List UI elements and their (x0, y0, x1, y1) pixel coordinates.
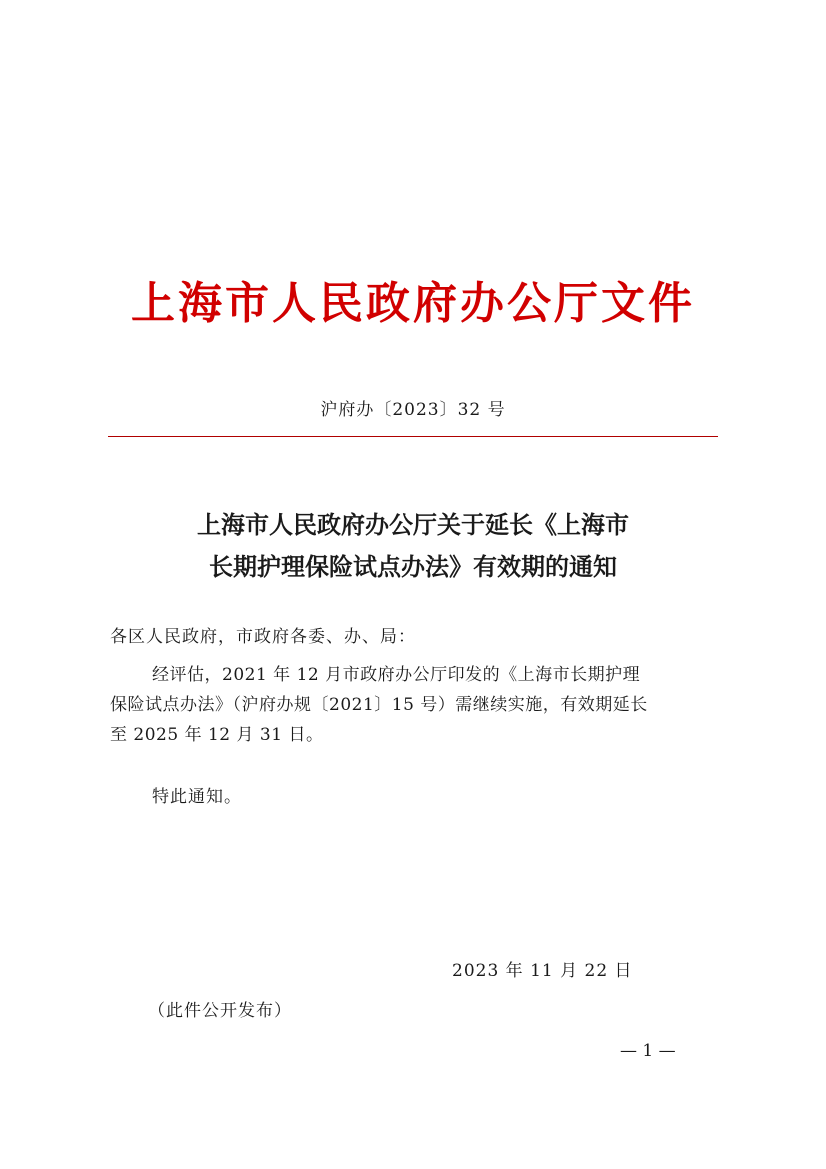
publication-note: （此件公开发布） (148, 1001, 292, 1021)
salutation: 各区人民政府，市政府各委、办、局： (110, 627, 416, 647)
body-line-1: 经评估，2021 年 12 月市政府办公厅印发的《上海市长期护理 (152, 665, 641, 685)
document-number: 沪府办〔2023〕32 号 (320, 400, 506, 420)
body-line-3: 至 2025 年 12 月 31 日。 (110, 725, 324, 745)
body-paragraph (110, 660, 718, 750)
title-line-2: 长期护理保险试点办法》有效期的通知 (209, 552, 617, 581)
issuer-heading: 上海市人民政府办公厅文件 (131, 278, 695, 329)
document-title (0, 504, 826, 588)
page-number: — 1 — (620, 1041, 676, 1061)
red-divider-line (108, 436, 718, 437)
closing-remark: 特此通知。 (152, 787, 242, 807)
title-line-1: 上海市人民政府办公厅关于延长《上海市 (197, 510, 629, 539)
issue-date: 2023 年 11 月 22 日 (452, 961, 633, 981)
body-line-2: 保险试点办法》（沪府办规〔2021〕15 号）需继续实施，有效期延长 (110, 695, 648, 715)
